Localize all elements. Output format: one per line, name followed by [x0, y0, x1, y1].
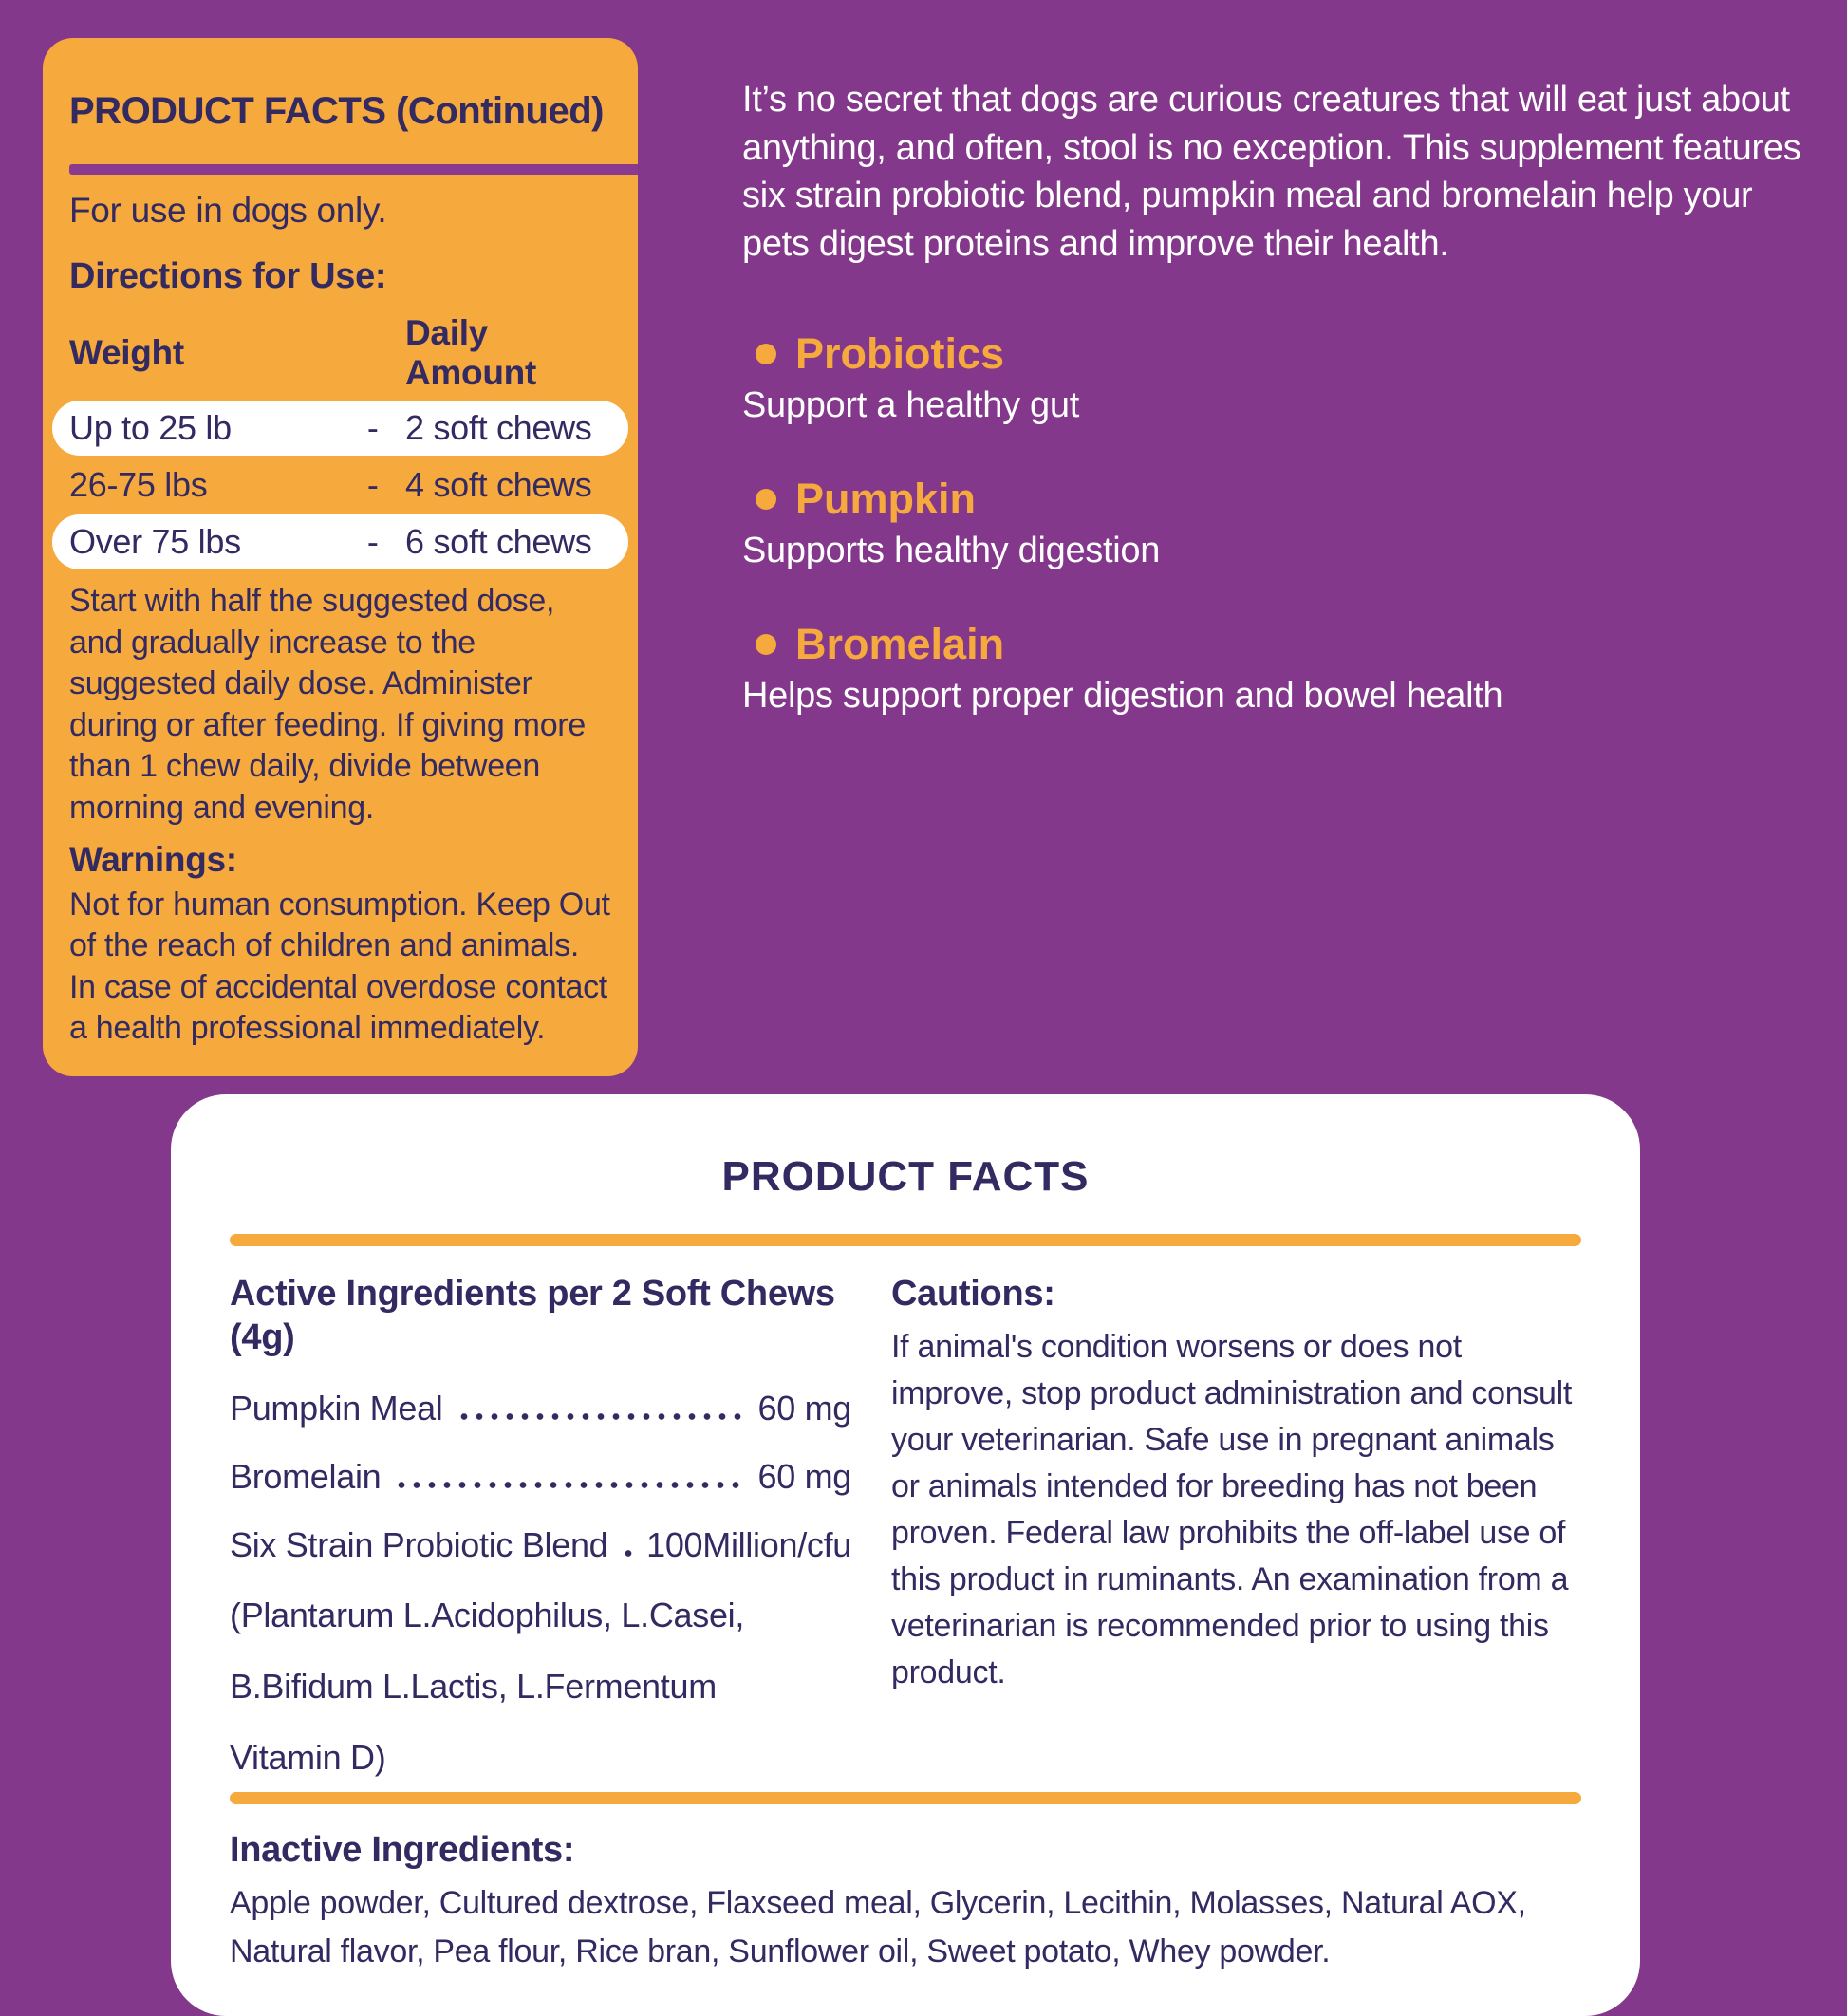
daily-amount-header: Daily Amount — [405, 313, 536, 393]
ingredient-continuation: Vitamin D) — [230, 1737, 386, 1777]
bullet-dot-icon — [756, 634, 776, 655]
product-facts-panel — [171, 1094, 1640, 2016]
ingredient-name: Bromelain — [230, 1456, 382, 1496]
weight-cell: Up to 25 lb — [69, 408, 232, 448]
bullet-heading-row — [742, 621, 1819, 668]
warnings-heading: Warnings: — [69, 840, 237, 880]
ingredient-name: Six Strain Probiotic Blend — [230, 1524, 608, 1564]
bullet-description: Supports healthy digestion — [742, 530, 1161, 570]
dot-leader — [621, 1550, 633, 1557]
dot-leader — [394, 1482, 744, 1488]
amount-cell: 6 soft chews — [405, 522, 592, 562]
ingredient-continuation: (Plantarum L.Acidophilus, L.Casei, — [230, 1595, 745, 1634]
table-row — [52, 401, 628, 456]
ingredient-name: Pumpkin Meal — [230, 1388, 443, 1428]
bullet-heading: Probiotics — [795, 329, 1005, 379]
bullet-heading: Bromelain — [795, 620, 1005, 669]
dash-cell: - — [366, 522, 379, 562]
warnings-text: Not for human consumption. Keep Out of the reach of children and animals. In case of accidental overdose contact a health professional immediately. — [69, 886, 610, 1047]
benefit-bullets — [742, 330, 1819, 719]
dash-cell: - — [366, 408, 379, 448]
bullet-dot-icon — [756, 344, 776, 364]
cautions-text: If animal's condition worsens or does not improve, stop product administration and consult your veterinarian. Safe use in pregnant animals or animals intended for breeding has not been proven. Federal law prohibits the off-label use of this product in ruminants. An examination from a veterinarian is recommended prior to using this product. — [891, 1329, 1573, 1690]
bullet-item — [742, 330, 1819, 428]
table-row — [69, 457, 611, 513]
dosage-table — [69, 308, 611, 569]
orange-divider — [230, 1792, 1581, 1804]
weight-header: Weight — [69, 333, 184, 373]
active-ingredients-column — [230, 1273, 851, 1778]
ingredient-value: 100Million/cfu — [646, 1524, 852, 1564]
ingredient-continuation: B.Bifidum L.Lactis, L.Fermentum — [230, 1666, 717, 1706]
bullet-description: Helps support proper digestion and bowel health — [742, 675, 1503, 716]
bullet-description: Support a healthy gut — [742, 384, 1079, 425]
amount-cell: 4 soft chews — [405, 465, 592, 505]
cautions-column — [891, 1273, 1581, 1778]
dash-cell: - — [366, 465, 379, 505]
weight-cell: Over 75 lbs — [69, 522, 241, 562]
product-facts-columns — [230, 1273, 1581, 1778]
dosage-table-header-row — [69, 308, 611, 399]
orange-divider — [230, 1234, 1581, 1246]
ingredient-value: 60 mg — [757, 1456, 852, 1496]
dosing-note: Start with half the suggested dose, and gradually increase to the suggested daily dose. Administer during or after feeding. If giving more than 1 chew daily, divide between morning and evening. — [69, 583, 586, 826]
intro-section — [742, 40, 1819, 766]
facts-continued-title: PRODUCT FACTS (Continued) — [69, 90, 604, 133]
directions-heading: Directions for Use: — [69, 255, 387, 296]
amount-cell: 2 soft chews — [405, 408, 592, 448]
purple-divider — [69, 164, 638, 175]
for-use-text: For use in dogs only. — [69, 191, 387, 231]
weight-cell: 26-75 lbs — [69, 465, 208, 505]
inactive-ingredients-heading: Inactive Ingredients: — [230, 1829, 575, 1870]
bullet-heading-row — [742, 476, 1819, 523]
bullet-item — [742, 621, 1819, 719]
bullet-heading: Pumpkin — [795, 475, 977, 524]
facts-continued-panel — [43, 38, 638, 1076]
ingredient-row — [230, 1457, 851, 1497]
active-ingredients-heading: Active Ingredients per 2 Soft Chews (4g) — [230, 1274, 835, 1358]
bullet-dot-icon — [756, 489, 776, 510]
product-facts-title: PRODUCT FACTS — [721, 1152, 1090, 1200]
table-row — [52, 514, 628, 569]
dot-leader — [457, 1413, 745, 1420]
intro-paragraph: It’s no secret that dogs are curious creatures that will eat just about anything, and often, stool is no exception. This supplement features six strain probiotic blend, pumpkin meal and bromelain help your pets digest proteins and improve their health. — [742, 80, 1801, 264]
ingredient-row — [230, 1389, 851, 1428]
bullet-heading-row — [742, 330, 1819, 378]
ingredient-row — [230, 1525, 851, 1565]
cautions-heading: Cautions: — [891, 1274, 1055, 1315]
bullet-item — [742, 476, 1819, 573]
ingredient-value: 60 mg — [757, 1388, 852, 1428]
inactive-ingredients-text: Apple powder, Cultured dextrose, Flaxseed meal, Glycerin, Lecithin, Molasses, Natural AOX, Natural flavor, Pea flour, Rice bran, Sunflower oil, Sweet potato, Whey powder. — [230, 1885, 1526, 1970]
